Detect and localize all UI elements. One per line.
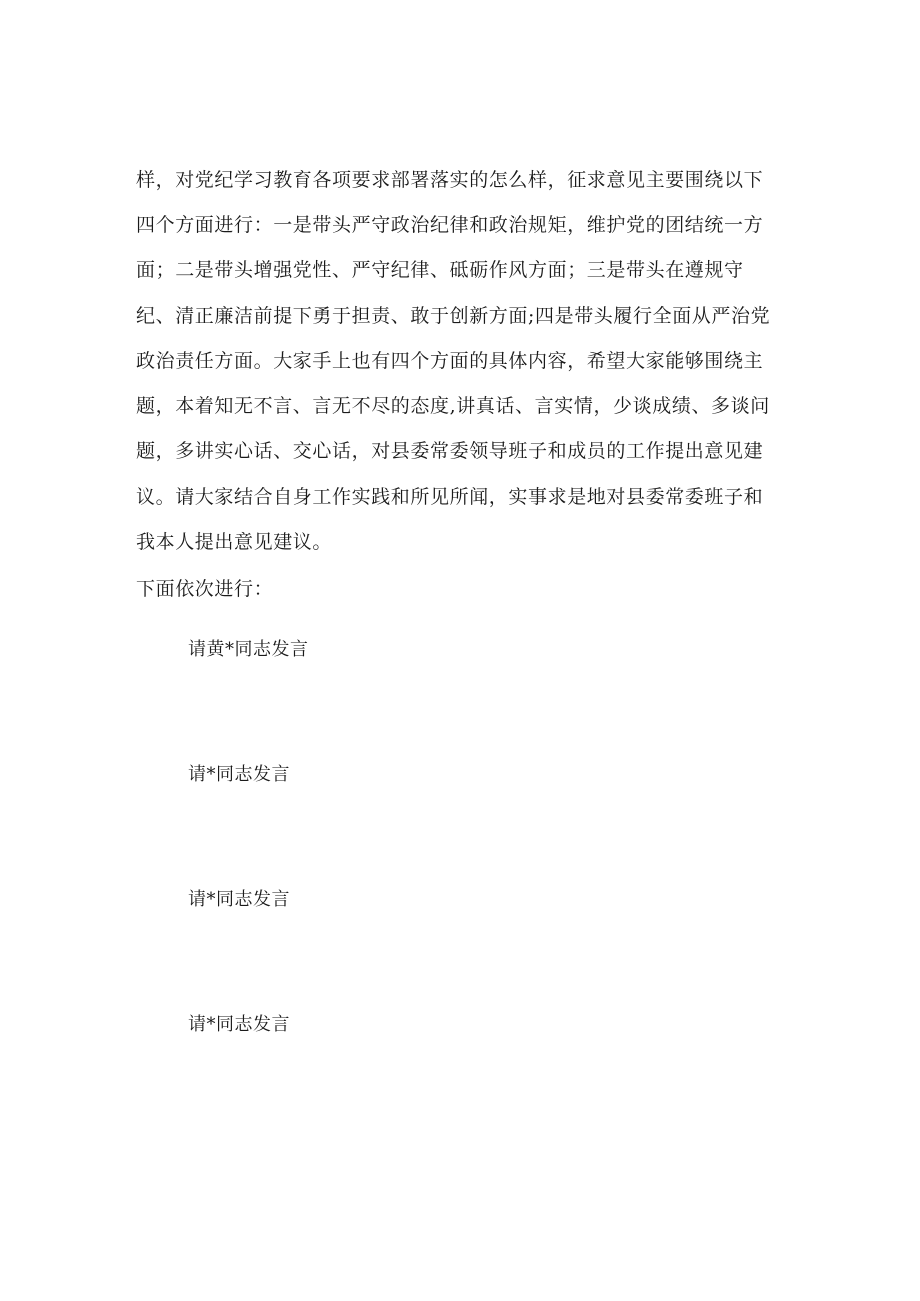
speaker-item-2: 请*同志发言 xyxy=(188,764,290,785)
paragraph-line-4: 纪、清正廉洁前提下勇于担责、敢于创新方面;四是带头履行全面从严治党 xyxy=(136,305,771,327)
paragraph-line-8: 议。请大家结合自身工作实践和所见所闻，实事求是地对县委常委班子和 xyxy=(136,486,764,508)
speaker-item-3: 请*同志发言 xyxy=(188,889,290,910)
paragraph-line-3: 面；二是带头增强党性、严守纪律、砥砺作风方面；三是带头在遵规守 xyxy=(136,259,744,281)
speaker-item-4: 请*同志发言 xyxy=(188,1014,290,1035)
speaker-item-1: 请黄*同志发言 xyxy=(188,639,309,660)
paragraph-line-7: 题，多讲实心话、交心话，对县委常委领导班子和成员的工作提出意见建 xyxy=(136,440,764,462)
paragraph-line-9: 我本人提出意见建议。 xyxy=(136,531,333,553)
paragraph-line-5: 政治责任方面。大家手上也有四个方面的具体内容，希望大家能够围绕主 xyxy=(136,350,764,372)
paragraph-line-1: 样，对党纪学习教育各项要求部署落实的怎么样，征求意见主要围绕以下 xyxy=(136,169,764,191)
transition-text: 下面依次进行： xyxy=(136,578,274,600)
paragraph-line-6: 题，本着知无不言、言无不尽的态度,讲真话、言实情，少谈成绩、多谈问 xyxy=(136,395,770,417)
paragraph-line-2: 四个方面进行：一是带头严守政治纪律和政治规矩，维护党的团结统一方 xyxy=(136,214,764,236)
